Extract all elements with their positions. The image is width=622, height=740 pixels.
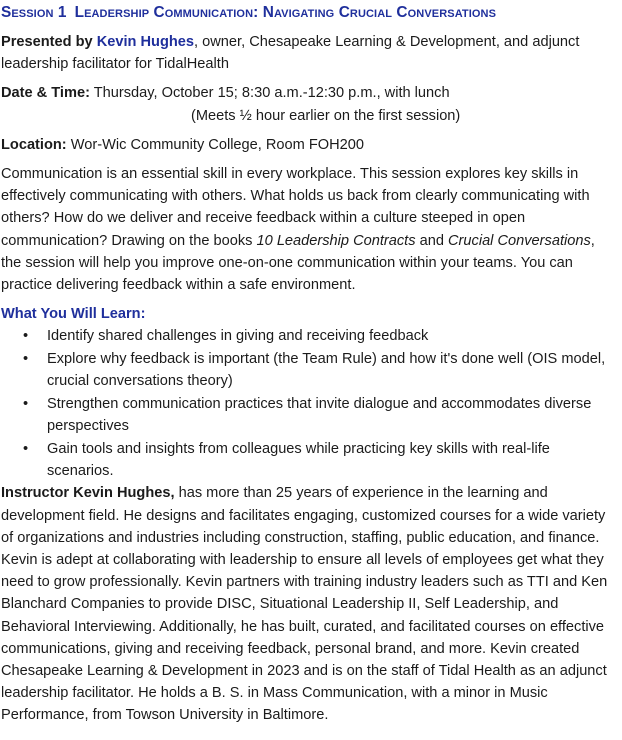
- presenter-name: Kevin Hughes: [96, 34, 195, 50]
- bio-label: Instructor Kevin Hughes,: [1, 485, 175, 502]
- list-item: [1, 438, 619, 482]
- list-item: [1, 348, 619, 392]
- session-title: [1, 2, 619, 24]
- datetime-line: [1, 82, 619, 126]
- bio-text: has more than 25 years of experience in the learning and development field. He designs and facilitates engaging, customized courses for a wide variety of organizations and industries including construction, staffing, public education, and finance. Kevin is adept at collaborating with leadership to ensure all levels of employees get what they need to grow professionally. Kevin partners with training industry leaders such as TTI and Ken Blanchard Companies to provide DISC, Situational Leadership II, Self Leadership, and Behavioral Interviewing. Additionally, he has built, curated, and facilitated courses on effective communications, giving and receiving feedback, personal brand, and more. Kevin created Chesapeake Learning & Development in 2023 and is on the staff of Tidal Health as an adjunct leadership facilitator. He holds a B. S. in Mass Communication, with a minor in Music Performance, from Towson University in Baltimore.: [1, 485, 608, 724]
- list-item-text: Identify shared challenges in giving and receiving feedback: [47, 328, 429, 345]
- list-item-text: Gain tools and insights from colleagues while practicing key skills with real-life scenarios.: [47, 440, 550, 479]
- datetime-note: (Meets ½ hour earlier on the first session): [191, 107, 461, 124]
- presenter-prefix: Presented by: [1, 34, 97, 50]
- bullet-icon: •: [23, 440, 29, 457]
- list-item-text: Explore why feedback is important (the Team Rule) and how it's done well (OIS model, crucial conversations theory): [47, 351, 606, 390]
- session-label: Session 1: [1, 4, 67, 21]
- learn-list: [1, 325, 619, 482]
- bullet-icon: •: [23, 328, 29, 345]
- location-line: [1, 134, 619, 156]
- list-item: [1, 393, 619, 437]
- list-item-text: Strengthen communication practices that invite dialogue and accommodates diverse perspectives: [47, 395, 592, 435]
- location-label: Location:: [1, 136, 67, 153]
- presenter-details: , owner, Chesapeake Learning & Development, and adjunct leadership facilitator for TidalHealth: [1, 34, 580, 73]
- session-description: [1, 163, 619, 296]
- book-title-2: Crucial Conversations: [448, 232, 591, 249]
- description-and: and: [415, 232, 449, 249]
- location-value: Wor-Wic Community College, Room FOH200: [66, 136, 365, 153]
- datetime-label: Date & Time:: [1, 85, 90, 102]
- bullet-icon: •: [23, 351, 29, 368]
- book-title-1: 10 Leadership Contracts: [256, 232, 416, 249]
- session-name: Leadership Communication: Navigating Crucial Conversations: [74, 4, 497, 21]
- instructor-bio: [1, 482, 619, 726]
- learn-heading: What You Will Learn:: [1, 306, 146, 323]
- list-item: [1, 325, 619, 347]
- presenter-line: [1, 31, 619, 75]
- description-part2: , the session will help you improve one-on-one communication within your teams. You can practice delivering feedback within a safe environment.: [1, 232, 595, 294]
- description-part1: Communication is an essential skill in every workplace. This session explores key skills in effectively communicating with others. What holds us back from clearly communicating with others? How do we deliver and receive feedback within a culture steeped in open communication? Drawing on the books: [1, 166, 590, 249]
- bullet-icon: •: [23, 395, 29, 412]
- datetime-value: Thursday, October 15; 8:30 a.m.-12:30 p.m., with lunch: [89, 85, 450, 102]
